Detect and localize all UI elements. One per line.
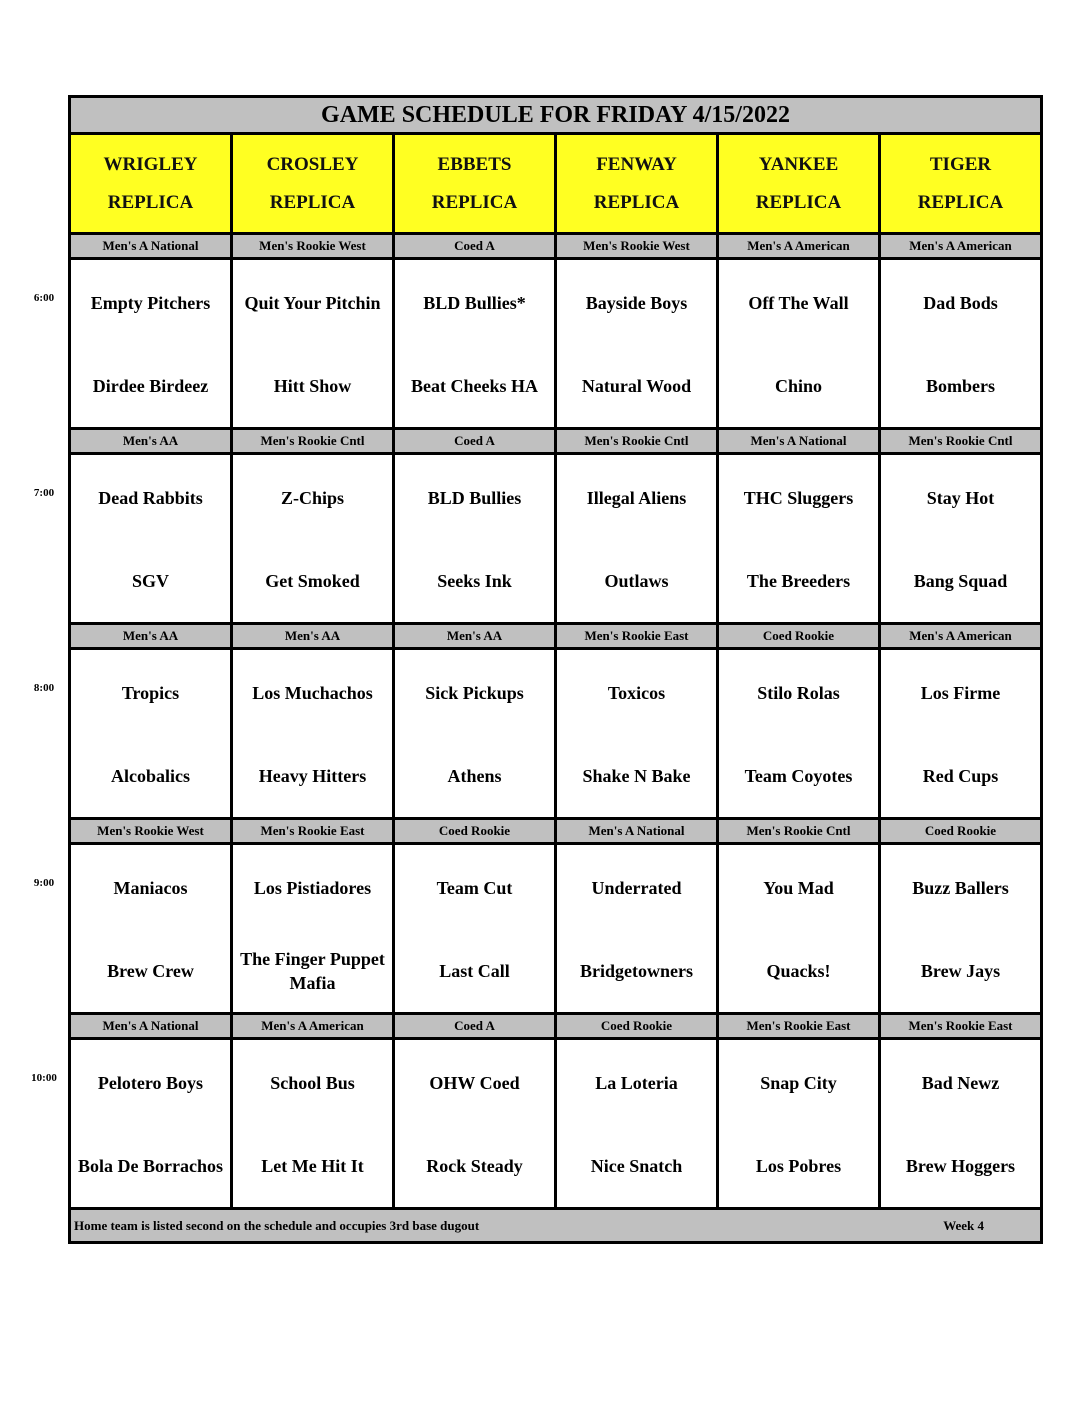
field-header-row bbox=[71, 135, 1040, 235]
away-team: Illegal Aliens bbox=[586, 488, 687, 508]
game-cell bbox=[233, 1040, 395, 1207]
home-team: Let Me Hit It bbox=[261, 1156, 364, 1176]
game-cell bbox=[395, 845, 557, 1012]
home-team: Alcobalics bbox=[111, 766, 190, 786]
game-cell bbox=[557, 1040, 719, 1207]
field-name: CROSLEY bbox=[266, 153, 359, 175]
week-label: Week 4 bbox=[943, 1217, 984, 1233]
away-team: OHW Coed bbox=[429, 1073, 520, 1093]
home-team: Brew Crew bbox=[107, 961, 194, 981]
game-cell bbox=[881, 1040, 1040, 1207]
away-team: Bayside Boys bbox=[585, 293, 688, 313]
schedule-table bbox=[68, 95, 1043, 1244]
home-team: Hitt Show bbox=[273, 376, 352, 396]
game-cell bbox=[395, 650, 557, 817]
field-header bbox=[395, 135, 557, 232]
home-team: Shake N Bake bbox=[582, 766, 691, 786]
game-cell bbox=[881, 650, 1040, 817]
home-team: The Finger Puppet Mafia bbox=[240, 949, 385, 993]
game-cell bbox=[557, 455, 719, 622]
field-header bbox=[557, 135, 719, 232]
away-team: You Mad bbox=[763, 878, 834, 898]
home-team: Bola De Borrachos bbox=[78, 1156, 223, 1176]
division-label: Men's Rookie East bbox=[908, 1018, 1013, 1033]
game-cell bbox=[557, 845, 719, 1012]
home-team: Los Pobres bbox=[755, 1156, 842, 1176]
home-team: Heavy Hitters bbox=[258, 766, 367, 786]
field-name: YANKEE bbox=[758, 153, 839, 175]
division-label: Men's Rookie West bbox=[233, 235, 395, 257]
division-label: Men's A National bbox=[557, 820, 719, 842]
field-header bbox=[881, 135, 1040, 232]
division-label: Men's A American bbox=[909, 238, 1012, 253]
game-row bbox=[71, 845, 1040, 1015]
away-team: Los Pistiadores bbox=[253, 878, 372, 898]
field-sub: REPLICA bbox=[107, 191, 194, 213]
division-label: Men's Rookie Cntl bbox=[719, 820, 881, 842]
game-row bbox=[71, 260, 1040, 430]
division-row bbox=[71, 235, 1040, 260]
away-team: Dad Bods bbox=[923, 293, 998, 313]
time-label: 10:00 bbox=[31, 1072, 57, 1084]
away-team: Sick Pickups bbox=[425, 683, 524, 703]
field-name: FENWAY bbox=[596, 153, 677, 175]
division-label: Men's Rookie East bbox=[719, 1015, 881, 1037]
home-team: Bridgetowners bbox=[580, 961, 693, 981]
away-team: Team Cut bbox=[436, 878, 513, 898]
field-name: WRIGLEY bbox=[103, 153, 198, 175]
away-team: Maniacos bbox=[113, 878, 188, 898]
division-row bbox=[71, 430, 1040, 455]
game-row bbox=[71, 1040, 1040, 1210]
game-cell bbox=[881, 455, 1040, 622]
away-team: Quit Your Pitchin bbox=[244, 293, 381, 313]
home-team: Brew Hoggers bbox=[905, 1156, 1016, 1176]
time-label: 8:00 bbox=[33, 682, 55, 694]
field-sub: REPLICA bbox=[269, 191, 356, 213]
home-team: Get Smoked bbox=[265, 571, 360, 591]
division-label: Men's Rookie Cntl bbox=[233, 430, 395, 452]
game-cell bbox=[233, 650, 395, 817]
field-name: TIGER bbox=[929, 153, 992, 175]
game-row bbox=[71, 650, 1040, 820]
division-label: Men's Rookie East bbox=[557, 625, 719, 647]
field-sub: REPLICA bbox=[917, 191, 1004, 213]
home-team: SGV bbox=[131, 571, 169, 591]
away-team: Bad Newz bbox=[921, 1073, 1000, 1093]
division-row bbox=[71, 1015, 1040, 1040]
game-cell bbox=[71, 260, 233, 427]
game-cell bbox=[71, 845, 233, 1012]
home-team: The Breeders bbox=[746, 571, 851, 591]
home-team: Bombers bbox=[926, 376, 995, 396]
game-cell bbox=[719, 650, 881, 817]
division-label: Men's AA bbox=[233, 625, 395, 647]
away-team: BLD Bullies bbox=[427, 488, 522, 508]
away-team: BLD Bullies* bbox=[423, 293, 526, 313]
division-label: Men's A National bbox=[71, 235, 233, 257]
game-cell bbox=[557, 650, 719, 817]
away-team: Z-Chips bbox=[280, 488, 345, 508]
home-team: Brew Jays bbox=[920, 961, 1001, 981]
division-label: Coed Rookie bbox=[395, 820, 557, 842]
home-team: Red Cups bbox=[922, 766, 999, 786]
away-team: Los Muchachos bbox=[252, 683, 373, 703]
division-label: Men's Rookie East bbox=[233, 820, 395, 842]
field-header bbox=[233, 135, 395, 232]
home-team: Natural Wood bbox=[581, 376, 692, 396]
away-team: La Loteria bbox=[595, 1073, 678, 1093]
division-row bbox=[71, 820, 1040, 845]
home-team: Quacks! bbox=[766, 961, 831, 981]
division-label: Men's A American bbox=[909, 628, 1012, 643]
division-label: Coed Rookie bbox=[557, 1015, 719, 1037]
division-label: Men's Rookie West bbox=[557, 235, 719, 257]
game-cell bbox=[71, 455, 233, 622]
field-sub: REPLICA bbox=[755, 191, 842, 213]
away-team: Empty Pitchers bbox=[90, 293, 211, 313]
away-team: Snap City bbox=[760, 1073, 837, 1093]
away-team: Pelotero Boys bbox=[97, 1073, 204, 1093]
game-cell bbox=[395, 1040, 557, 1207]
away-team: THC Sluggers bbox=[743, 488, 854, 508]
away-team: Underrated bbox=[591, 878, 682, 898]
game-cell bbox=[233, 845, 395, 1012]
footer-note: Home team is listed second on the schedule and occupies 3rd base dugout bbox=[74, 1217, 480, 1233]
away-team: Stay Hot bbox=[926, 488, 995, 508]
away-team: Los Firme bbox=[920, 683, 1001, 703]
game-cell bbox=[719, 845, 881, 1012]
home-team: Chino bbox=[774, 376, 823, 396]
game-cell bbox=[719, 455, 881, 622]
away-team: Toxicos bbox=[607, 683, 666, 703]
division-label: Coed A bbox=[395, 235, 557, 257]
time-label: 7:00 bbox=[33, 487, 55, 499]
division-label: Coed A bbox=[395, 1015, 557, 1037]
home-team: Outlaws bbox=[604, 571, 669, 591]
away-team: Off The Wall bbox=[748, 293, 849, 313]
game-cell bbox=[881, 260, 1040, 427]
home-team: Dirdee Birdeez bbox=[92, 376, 209, 396]
division-label: Men's AA bbox=[71, 430, 233, 452]
away-team: Dead Rabbits bbox=[98, 488, 203, 508]
division-label: Men's Rookie Cntl bbox=[908, 433, 1013, 448]
field-sub: REPLICA bbox=[593, 191, 680, 213]
field-header bbox=[719, 135, 881, 232]
away-team: School Bus bbox=[270, 1073, 355, 1093]
home-team: Athens bbox=[447, 766, 502, 786]
division-label: Men's A National bbox=[71, 1015, 233, 1037]
division-label: Men's Rookie West bbox=[71, 820, 233, 842]
field-name: EBBETS bbox=[437, 153, 512, 175]
home-team: Beat Cheeks HA bbox=[411, 376, 538, 396]
division-label: Coed Rookie bbox=[924, 823, 997, 838]
footer bbox=[71, 1210, 1040, 1241]
time-slots bbox=[71, 235, 1040, 1210]
home-team: Rock Steady bbox=[426, 1156, 523, 1176]
game-cell bbox=[71, 1040, 233, 1207]
division-label: Coed A bbox=[395, 430, 557, 452]
home-team: Nice Snatch bbox=[590, 1156, 683, 1176]
away-team: Stilo Rolas bbox=[757, 683, 840, 703]
game-cell bbox=[71, 650, 233, 817]
time-label: 9:00 bbox=[33, 877, 55, 889]
game-cell bbox=[233, 455, 395, 622]
schedule-title: GAME SCHEDULE FOR FRIDAY 4/15/2022 bbox=[71, 98, 1040, 135]
division-label: Men's A National bbox=[719, 430, 881, 452]
home-team: Last Call bbox=[439, 961, 510, 981]
game-cell bbox=[719, 260, 881, 427]
division-label: Men's AA bbox=[71, 625, 233, 647]
away-team: Buzz Ballers bbox=[912, 878, 1009, 898]
home-team: Seeks Ink bbox=[437, 571, 512, 591]
division-label: Men's AA bbox=[395, 625, 557, 647]
field-sub: REPLICA bbox=[431, 191, 518, 213]
game-cell bbox=[719, 1040, 881, 1207]
division-label: Men's A American bbox=[719, 235, 881, 257]
home-team: Team Coyotes bbox=[744, 766, 853, 786]
game-row bbox=[71, 455, 1040, 625]
division-row bbox=[71, 625, 1040, 650]
division-label: Coed Rookie bbox=[719, 625, 881, 647]
game-cell bbox=[395, 455, 557, 622]
game-cell bbox=[881, 845, 1040, 1012]
division-label: Men's Rookie Cntl bbox=[557, 430, 719, 452]
division-label: Men's A American bbox=[233, 1015, 395, 1037]
game-cell bbox=[557, 260, 719, 427]
home-team: Bang Squad bbox=[913, 571, 1008, 591]
field-header bbox=[71, 135, 233, 232]
away-team: Tropics bbox=[121, 683, 180, 703]
game-cell bbox=[395, 260, 557, 427]
time-label: 6:00 bbox=[33, 292, 55, 304]
game-cell bbox=[233, 260, 395, 427]
